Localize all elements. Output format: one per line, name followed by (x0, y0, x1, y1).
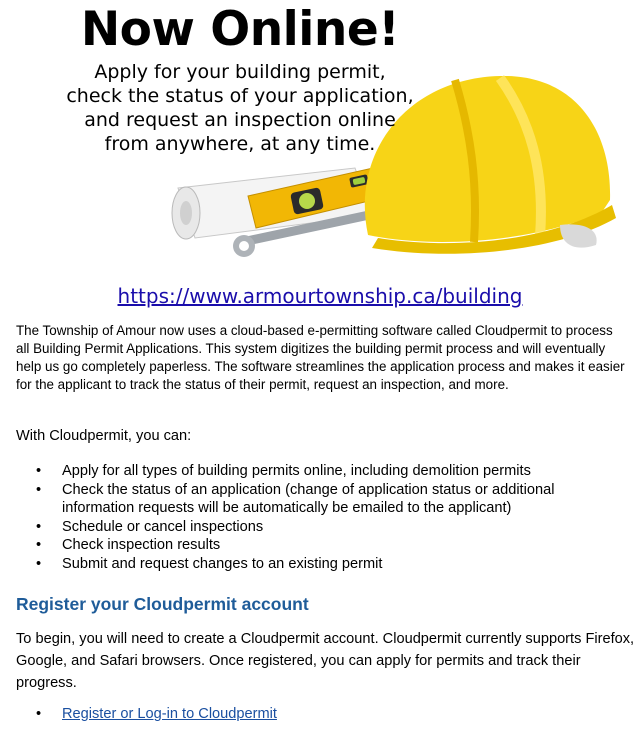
subtitle-line: check the status of your application, (66, 85, 414, 107)
subtitle-line: from anywhere, at any time. (104, 133, 376, 155)
list-item: • Check the status of an application (change of application status or additional information requests will be automatically be emailed to the applicant) (16, 481, 616, 518)
subtitle (20, 60, 460, 156)
list-item: • Submit and request changes to an existing permit (16, 555, 616, 574)
register-login-link[interactable]: Register or Log-in to Cloudpermit (62, 706, 277, 722)
subtitle-line: Apply for your building permit, (94, 61, 386, 83)
hero-banner (0, 0, 640, 275)
intro-paragraph: The Township of Amour now uses a cloud-based e-permitting software called Cloudpermit to process all Building Permit Applications. This system digitizes the building permit process and will eventually help us go completely paperless. The software streamlines the application process and makes it easier for the applicant to track the status of their permit, request an inspection, and more. (16, 323, 625, 392)
register-heading: Register your Cloudpermit account (16, 594, 309, 614)
headline: Now Online! (80, 2, 400, 57)
features-lead: With Cloudpermit, you can: (16, 428, 192, 444)
list-item: • Schedule or cancel inspections (16, 518, 616, 537)
building-url-link[interactable]: https://www.armourtownship.ca/building (117, 284, 523, 308)
list-item: • Check inspection results (16, 536, 616, 555)
list-item (16, 706, 277, 722)
register-link-list (16, 706, 277, 722)
register-paragraph: To begin, you will need to create a Cloudpermit account. Cloudpermit currently supports Firefox, Google, and Safari browsers. Once registered, you can apply for permits and track their progress. (16, 631, 635, 691)
list-item: • Apply for all types of building permits online, including demolition permits (16, 462, 616, 481)
subtitle-line: and request an inspection online (84, 109, 396, 131)
features-list (16, 462, 616, 573)
